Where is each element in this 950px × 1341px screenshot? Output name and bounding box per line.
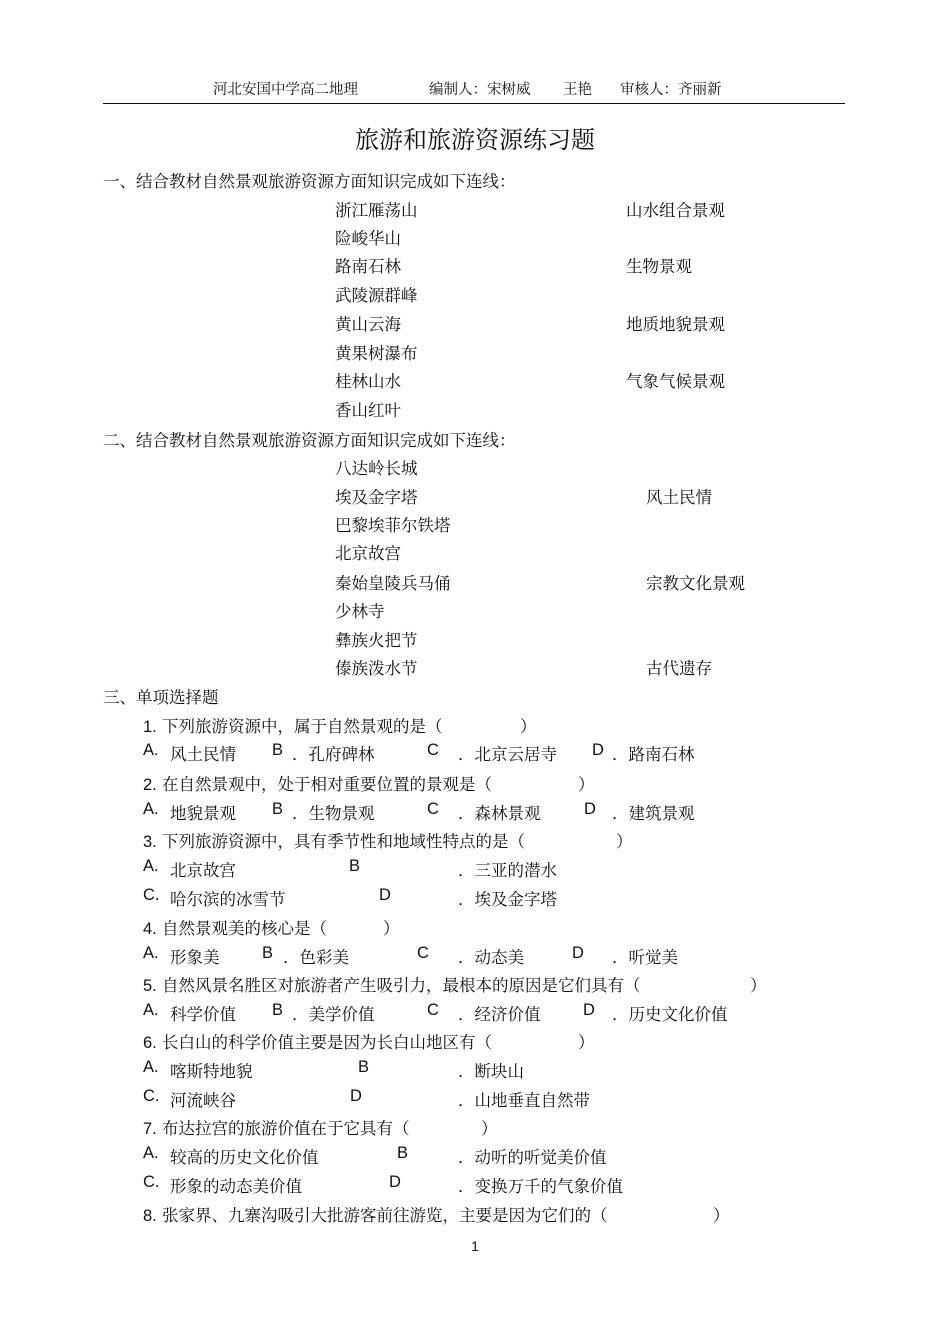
option-text: 地貌景观 — [170, 804, 236, 823]
question-number: 3. — [143, 833, 157, 851]
option-text: ．北京云居寺 — [458, 745, 557, 764]
option-text: 河流峡谷 — [170, 1091, 236, 1110]
option-text: 较高的历史文化价值 — [170, 1148, 319, 1167]
option-letter: C — [427, 1001, 439, 1019]
option-letter: A. — [143, 857, 159, 875]
option-letter: D — [572, 944, 584, 962]
section1-heading: 一、结合教材自然景观旅游资源方面知识完成如下连线： — [103, 172, 516, 191]
section1-right-item: 山水组合景观 — [626, 201, 725, 220]
question-number: 4. — [143, 920, 157, 938]
question-stem — [143, 915, 327, 939]
question-text: 布达拉宫的旅游价值在于它具有（ — [162, 1119, 410, 1138]
option-letter: B — [272, 800, 284, 818]
option-letter: C. — [143, 1087, 160, 1105]
option-letter: C — [427, 741, 439, 759]
option-text: ．埃及金字塔 — [458, 890, 557, 909]
question-stem — [143, 1029, 492, 1053]
section2-left-item: 傣族泼水节 — [335, 659, 418, 678]
option-letter: A. — [143, 1001, 159, 1019]
option-text: ．听觉美 — [612, 948, 678, 967]
question-stem — [143, 828, 525, 852]
section2-left-item: 埃及金字塔 — [335, 488, 418, 507]
option-text: ．森林景观 — [458, 804, 541, 823]
option-letter: A. — [143, 1058, 159, 1076]
option-letter: B — [358, 1058, 370, 1076]
section1-left-item: 黄果树瀑布 — [335, 344, 418, 363]
option-text: 喀斯特地貌 — [170, 1062, 253, 1081]
option-text: ．断块山 — [458, 1062, 524, 1081]
header-school: 河北安国中学高二地理 — [213, 82, 358, 98]
option-text: 形象的动态美价值 — [170, 1177, 302, 1196]
answer-blank-close: ） — [383, 919, 400, 938]
section1-right-item: 地质地貌景观 — [626, 315, 725, 334]
answer-blank-close: ） — [481, 1119, 498, 1138]
section2-left-item: 八达岭长城 — [335, 459, 418, 478]
section2-right-item: 古代遗存 — [646, 659, 712, 678]
section2-left-item: 巴黎埃菲尔铁塔 — [335, 516, 451, 535]
option-text: 哈尔滨的冰雪节 — [170, 890, 286, 909]
option-text: ．美学价值 — [292, 1005, 375, 1024]
option-letter: B — [272, 741, 284, 759]
question-text: 在自然景观中，处于相对重要位置的景观是（ — [162, 775, 493, 794]
option-letter: A. — [143, 741, 159, 759]
question-text: 长白山的科学价值主要是因为长白山地区有（ — [162, 1033, 493, 1052]
option-letter: D — [389, 1173, 401, 1191]
section1-left-item: 香山红叶 — [335, 401, 401, 420]
section1-right-item: 生物景观 — [626, 257, 692, 276]
option-text: ．山地垂直自然带 — [458, 1091, 590, 1110]
question-text: 下列旅游资源中，具有季节性和地域性特点的是（ — [162, 832, 526, 851]
answer-blank-close: ） — [578, 1033, 595, 1052]
option-text: ．色彩美 — [283, 948, 349, 967]
option-letter: B — [262, 944, 274, 962]
option-letter: C — [417, 944, 429, 962]
question-stem — [143, 1202, 608, 1226]
header-editor: 编制人：宋树威 — [429, 82, 531, 98]
option-text: ．动态美 — [458, 948, 524, 967]
section2-heading: 二、结合教材自然景观旅游资源方面知识完成如下连线： — [103, 431, 516, 450]
section2-left-item: 少林寺 — [335, 602, 385, 621]
question-number: 7. — [143, 1120, 157, 1138]
option-text: ．三亚的潜水 — [458, 861, 557, 880]
answer-blank-close: ） — [750, 976, 767, 995]
option-text: ．路南石林 — [612, 745, 695, 764]
question-number: 8. — [143, 1207, 157, 1225]
section2-left-item: 北京故宫 — [335, 544, 401, 563]
option-text: 北京故宫 — [170, 861, 236, 880]
option-text: ．经济价值 — [458, 1005, 541, 1024]
question-text: 自然风景名胜区对旅游者产生吸引力，最根本的原因是它们具有（ — [162, 976, 641, 995]
answer-blank-close: ） — [578, 775, 595, 794]
option-text: ．动听的听觉美价值 — [458, 1148, 607, 1167]
option-letter: D — [379, 886, 391, 904]
option-letter: D — [583, 1001, 595, 1019]
question-number: 6. — [143, 1034, 157, 1052]
option-letter: B — [272, 1001, 284, 1019]
option-letter: A. — [143, 944, 159, 962]
question-number: 1. — [143, 718, 157, 736]
option-text: 风土民情 — [170, 745, 236, 764]
option-text: 科学价值 — [170, 1005, 236, 1024]
section1-right-item: 气象气候景观 — [626, 372, 725, 391]
section3-heading: 三、单项选择题 — [103, 688, 219, 707]
option-text: ．建筑景观 — [612, 804, 695, 823]
section2-right-item: 宗教文化景观 — [646, 574, 745, 593]
option-letter: A. — [143, 800, 159, 818]
option-text: ．变换万千的气象价值 — [458, 1177, 623, 1196]
header-reviewer: 审核人：齐丽新 — [620, 82, 722, 98]
question-stem — [143, 1115, 410, 1139]
question-number: 2. — [143, 776, 157, 794]
option-letter: D — [350, 1087, 362, 1105]
section1-left-item: 黄山云海 — [335, 315, 401, 334]
answer-blank-close: ） — [713, 1206, 730, 1225]
section2-right-item: 风土民情 — [646, 488, 712, 507]
option-letter: D — [584, 800, 596, 818]
section2-left-item: 彝族火把节 — [335, 631, 418, 650]
option-letter: C. — [143, 1173, 160, 1191]
section1-left-item: 武陵源群峰 — [335, 286, 418, 305]
header-co-editor: 王艳 — [563, 82, 592, 98]
option-letter: A. — [143, 1144, 159, 1162]
option-text: ．孔府碑林 — [292, 745, 375, 764]
option-text: ．生物景观 — [292, 804, 375, 823]
header-divider — [103, 103, 845, 104]
option-letter: B — [349, 857, 361, 875]
page-title: 旅游和旅游资源练习题 — [355, 126, 595, 154]
section2-left-item: 秦始皇陵兵马俑 — [335, 574, 451, 593]
option-letter: B — [397, 1144, 409, 1162]
option-letter: D — [592, 741, 604, 759]
option-letter: C. — [143, 886, 160, 904]
answer-blank-close: ） — [616, 832, 633, 851]
question-stem — [143, 972, 641, 996]
question-stem — [143, 771, 492, 795]
question-text: 自然景观美的核心是（ — [162, 919, 328, 938]
answer-blank-close: ） — [520, 717, 537, 736]
section1-left-item: 浙江雁荡山 — [335, 201, 418, 220]
page-number: 1 — [471, 1238, 479, 1254]
section1-left-item: 桂林山水 — [335, 372, 401, 391]
section1-left-item: 路南石林 — [335, 257, 401, 276]
question-text: 张家界、九寨沟吸引大批游客前往游览，主要是因为它们的（ — [162, 1206, 608, 1225]
question-text: 下列旅游资源中，属于自然景观的是（ — [162, 717, 443, 736]
option-text: ．历史文化价值 — [612, 1005, 728, 1024]
option-text: 形象美 — [170, 948, 220, 967]
option-letter: C — [427, 800, 439, 818]
question-stem — [143, 713, 443, 737]
section1-left-item: 险峻华山 — [335, 229, 401, 248]
question-number: 5. — [143, 977, 157, 995]
